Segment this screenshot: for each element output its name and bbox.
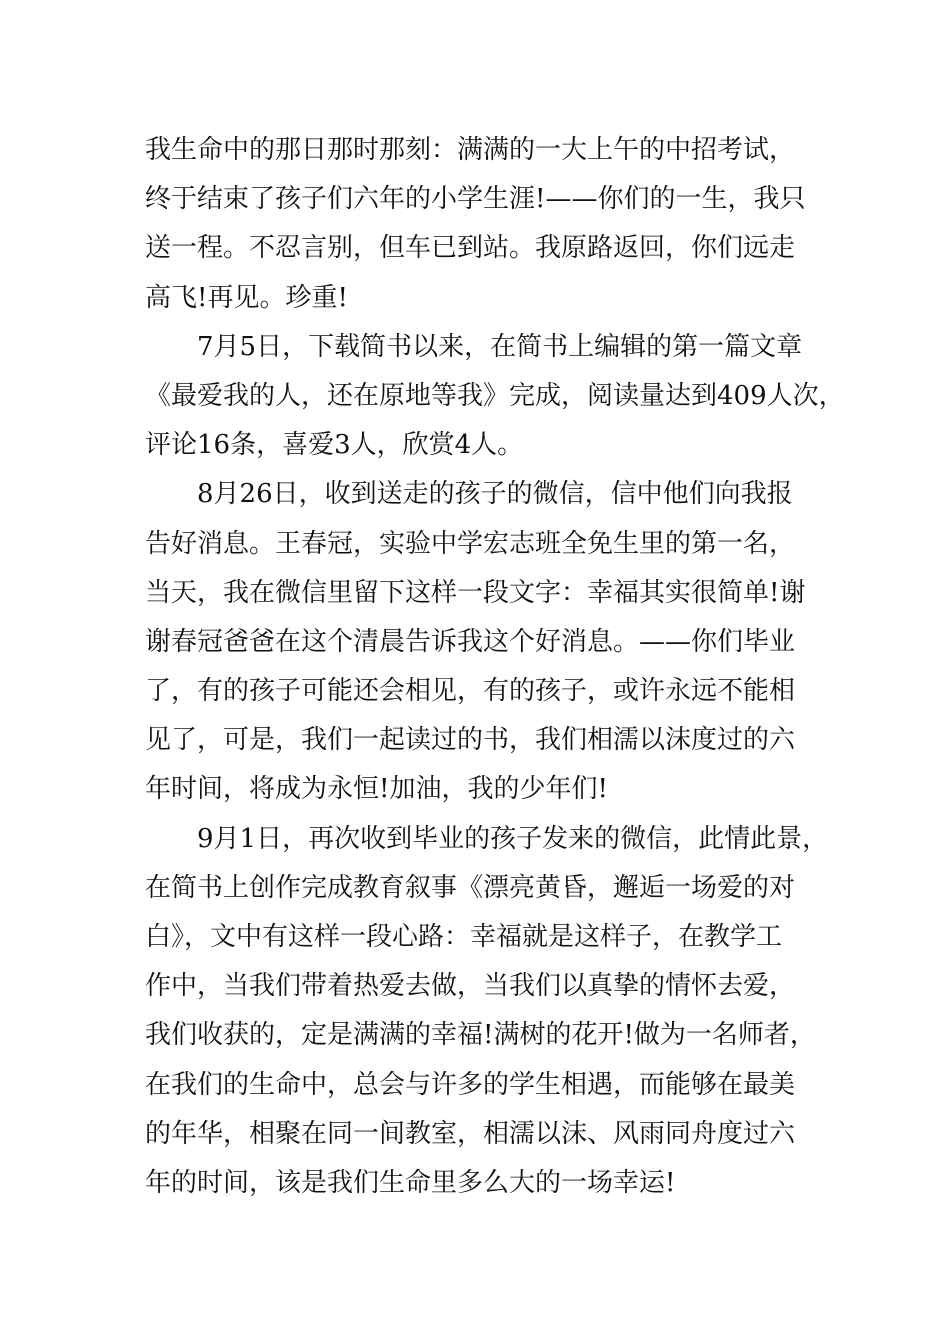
- text-line: 告好消息。王春冠，实验中学宏志班全免生里的第一名，: [145, 528, 796, 559]
- text-line: 年的时间，该是我们生命里多么大的一场幸运!: [145, 1167, 676, 1198]
- text-line: 谢春冠爸爸在这个清晨告诉我这个好消息。——你们毕业: [145, 626, 796, 657]
- text-line: 白》，文中有这样一段心路：幸福就是这样子，在教学工: [145, 922, 783, 952]
- text-line: 评论16条，喜爱3人，欣赏4人。: [145, 430, 524, 461]
- text-line: 了，有的孩子可能还会相见，有的孩子，或许永远不能相: [145, 676, 796, 707]
- text-line: 高飞!再见。珍重!: [145, 282, 348, 313]
- text-line: 在简书上创作完成教育叙事《漂亮黄昏，邂逅一场爱的对: [145, 872, 796, 903]
- paragraph-start-line: 7月5日，下载简书以来，在简书上编辑的第一篇文章: [197, 331, 803, 362]
- text-line: 《最爱我的人，还在原地等我》完成，阅读量达到409人次，: [145, 380, 845, 411]
- text-line: 见了，可是，我们一起读过的书，我们相濡以沫度过的六: [145, 725, 796, 756]
- text-line: 作中，当我们带着热爱去做，当我们以真挚的情怀去爱，: [145, 971, 796, 1002]
- document-body: [145, 126, 845, 1208]
- text-line: 我们收获的，定是满满的幸福!满树的花开!做为一名师者，: [145, 1020, 816, 1051]
- text-line: 当天，我在微信里留下这样一段文字：幸福其实很简单!谢: [145, 577, 806, 608]
- text-line: 的年华，相聚在同一间教室，相濡以沫、风雨同舟度过六: [145, 1118, 796, 1149]
- text-line: 年时间，将成为永恒!加油，我的少年们!: [145, 774, 608, 805]
- text-line: 在我们的生命中，总会与许多的学生相遇，而能够在最美: [145, 1069, 796, 1100]
- text-line: 我生命中的那日那时那刻：满满的一大上午的中招考试，: [145, 135, 796, 165]
- paragraph-start-line: 8月26日，收到送走的孩子的微信，信中他们向我报: [197, 479, 793, 510]
- text-line: 送一程。不忍言别，但车已到站。我原路返回，你们远走: [145, 233, 796, 264]
- text-line: 终于结束了孩子们六年的小学生涯!——你们的一生，我只: [145, 184, 806, 215]
- paragraph-start-line: 9月1日，再次收到毕业的孩子发来的微信，此情此景，: [197, 823, 829, 854]
